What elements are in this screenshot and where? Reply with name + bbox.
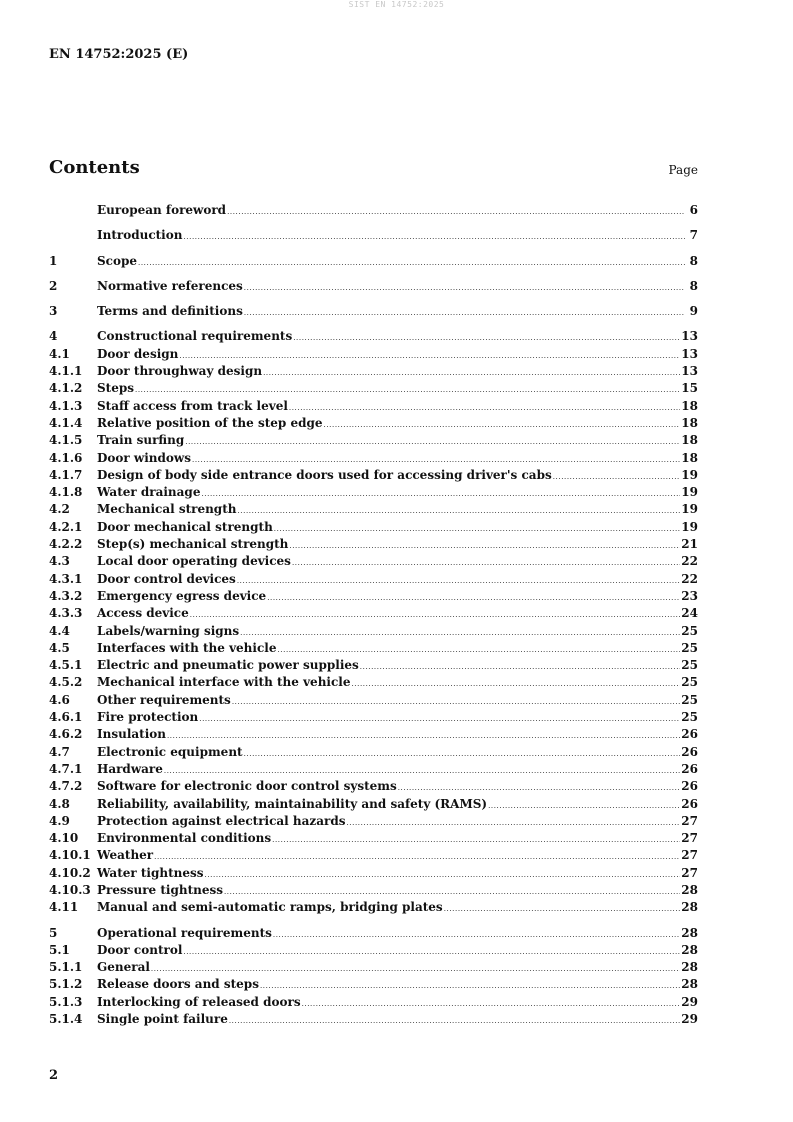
toc-entry-page: 8 [689, 278, 698, 293]
toc-entry-title: Step(s) mechanical strength [97, 537, 289, 552]
toc-entry-title: Staff access from track level [97, 398, 288, 413]
dot-leader [190, 607, 681, 624]
toc-entry-page: 13 [681, 364, 698, 379]
toc-entry[interactable] [49, 813, 698, 830]
toc-entry-title: Mechanical interface with the vehicle [97, 675, 351, 690]
toc-entry-page: 27 [681, 831, 698, 846]
toc-entry-page: 29 [681, 1012, 698, 1027]
dot-leader [293, 330, 680, 347]
toc-entry-page: 13 [681, 329, 698, 344]
toc-entry[interactable] [49, 925, 698, 942]
toc-entry[interactable] [49, 778, 698, 795]
toc-entry-title: Door control [97, 942, 183, 957]
toc-entry-page: 24 [681, 606, 698, 621]
toc-entry-title: Interfaces with the vehicle [97, 640, 277, 655]
dot-leader [351, 676, 680, 693]
toc-entry-page: 28 [681, 900, 698, 915]
toc-entry-page: 6 [689, 203, 698, 217]
toc-entry-page: 27 [681, 865, 698, 880]
toc-entry[interactable] [49, 830, 698, 847]
toc-entry-number: 2 [49, 278, 58, 293]
dot-leader [232, 694, 680, 711]
dot-leader [273, 927, 680, 944]
toc-entry[interactable] [49, 450, 698, 467]
toc-entry[interactable] [49, 744, 698, 761]
toc-entry-page: 22 [681, 554, 698, 569]
toc-entry-page: 25 [681, 675, 698, 690]
toc-entry-title: Other requirements [97, 692, 231, 707]
toc-entry-title: Emergency egress device [97, 588, 267, 603]
toc-entry-title: Reliability, availability, maintainability and safety (RAMS) [97, 796, 488, 811]
toc-entry-page: 26 [681, 727, 698, 742]
toc-entry-number: 3 [49, 304, 58, 319]
dot-leader [205, 867, 681, 884]
toc-entry-number: 4.10.1 [49, 848, 91, 863]
toc-entry-title: Train surfing [97, 433, 185, 448]
dot-leader [553, 469, 681, 486]
toc-entry-title: Interlocking of released doors [97, 994, 301, 1009]
toc-entry-page: 26 [681, 744, 698, 759]
toc-entry-number: 1 [49, 253, 58, 268]
toc-entry-title: Normative references [97, 278, 243, 293]
toc-entry-page: 26 [681, 779, 698, 794]
toc-entry-number: 4.2.1 [49, 519, 83, 534]
toc-entry-number: 4.10.2 [49, 865, 91, 880]
toc-entry-page: 18 [681, 415, 698, 430]
toc-entry-title: Local door operating devices [97, 554, 291, 569]
toc-entry[interactable] [49, 346, 698, 363]
toc-entry-number: 5.1.3 [49, 994, 83, 1009]
toc-entry[interactable] [49, 227, 698, 244]
toc-entry[interactable] [49, 882, 698, 899]
toc-entry-title: Steps [97, 381, 134, 396]
toc-entry-page: 27 [681, 848, 698, 863]
toc-entry-title: Mechanical strength [97, 502, 237, 517]
toc-entry-page: 25 [681, 692, 698, 707]
toc-entry[interactable] [49, 398, 698, 415]
dot-leader [263, 365, 680, 382]
toc-entry[interactable] [49, 1011, 698, 1028]
toc-entry[interactable] [49, 588, 698, 605]
toc-entry-page: 18 [681, 398, 698, 413]
toc-entry-title: Door design [97, 346, 179, 361]
toc-entry-number: 4.6.1 [49, 710, 83, 725]
toc-entry-title: Pressure tightness [97, 882, 223, 897]
toc-entry-page: 28 [681, 942, 698, 957]
dot-leader [244, 746, 681, 763]
toc-entry-number: 4.5.1 [49, 658, 83, 673]
toc-entry-title: Environmental conditions [97, 831, 272, 846]
dot-leader [183, 229, 685, 246]
toc-entry-page: 26 [681, 761, 698, 776]
toc-entry-title: Water drainage [97, 485, 201, 500]
toc-entry[interactable] [49, 976, 698, 993]
toc-entry-page: 28 [681, 925, 698, 940]
dot-leader [154, 849, 680, 866]
dot-leader [289, 538, 680, 555]
toc-entry-number: 4.10 [49, 831, 79, 846]
toc-entry[interactable] [49, 942, 698, 959]
toc-entry-number: 4.1.8 [49, 485, 83, 500]
toc-entry[interactable] [49, 278, 698, 295]
toc-entry-number: 5.1.2 [49, 977, 83, 992]
toc-entry-title: Design of body side entrance doors used for accessing driver's cabs [97, 467, 552, 482]
dot-leader [167, 728, 680, 745]
toc-entry-number: 4.4 [49, 623, 70, 638]
toc-entry-title: General [97, 960, 150, 975]
toc-entry-number: 4.2.2 [49, 537, 83, 552]
toc-entry-page: 25 [681, 640, 698, 655]
watermark-text: SIST EN 14752:2025 [348, 0, 445, 9]
toc-entry-title: Operational requirements [97, 925, 272, 940]
dot-leader [302, 996, 681, 1013]
toc-entry-number: 4.5 [49, 640, 70, 655]
toc-entry-number: 4.1.7 [49, 467, 83, 482]
toc-entry-title: Door control devices [97, 571, 236, 586]
dot-leader [292, 555, 680, 572]
toc-entry-page: 18 [681, 450, 698, 465]
dot-leader [289, 400, 680, 417]
toc-entry-page: 27 [681, 813, 698, 828]
toc-entry-number: 4.3.2 [49, 588, 83, 603]
dot-leader [267, 590, 680, 607]
toc-entry[interactable] [49, 994, 698, 1011]
toc-entry-page: 19 [681, 519, 698, 534]
toc-entry-number: 4.1.3 [49, 398, 83, 413]
toc-entry-page: 13 [681, 346, 698, 361]
document-id: EN 14752:2025 (E) [49, 47, 189, 62]
toc-entry-number: 4.1.6 [49, 450, 83, 465]
toc-entry[interactable] [49, 519, 698, 536]
toc-entry-page: 19 [681, 502, 698, 517]
toc-entry-number: 4.3 [49, 554, 70, 569]
toc-entry-title: Fire protection [97, 710, 199, 725]
toc-entry[interactable] [49, 202, 698, 219]
toc-entry-title: Electronic equipment [97, 744, 243, 759]
toc-entry-page: 28 [681, 882, 698, 897]
toc-entry-title: Insulation [97, 727, 166, 742]
toc-entry-number: 4.8 [49, 796, 70, 811]
toc-entry-page: 15 [681, 381, 698, 396]
toc-entry-title: Hardware [97, 761, 163, 776]
toc-entry[interactable] [49, 899, 698, 916]
toc-entry-number: 5.1 [49, 942, 70, 957]
dot-leader [240, 625, 680, 642]
toc-entry-title: Single point failure [97, 1012, 228, 1027]
dot-leader [237, 573, 680, 590]
toc-entry[interactable] [49, 726, 698, 743]
toc-entry-title: Water tightness [97, 865, 204, 880]
dot-leader [183, 944, 680, 961]
toc-entry-title: Constructional requirements [97, 329, 293, 344]
toc-entry[interactable] [49, 253, 698, 270]
toc-entry[interactable] [49, 865, 698, 882]
toc-entry-number: 5.1.4 [49, 1012, 83, 1027]
toc-entry-number: 4.10.3 [49, 882, 91, 897]
toc-entry-number: 5.1.1 [49, 960, 83, 975]
toc-entry-title: Software for electronic door control systems [97, 779, 397, 794]
toc-entry-page: 9 [689, 304, 698, 319]
toc-entry-page: 18 [681, 433, 698, 448]
toc-entry[interactable] [49, 640, 698, 657]
toc-entry-number: 4.5.2 [49, 675, 83, 690]
dot-leader [227, 204, 685, 221]
toc-entry[interactable] [49, 380, 698, 397]
toc-entry[interactable] [49, 484, 698, 501]
dot-leader [199, 711, 680, 728]
dot-leader [360, 659, 681, 676]
toc-entry-title: Door mechanical strength [97, 519, 273, 534]
dot-leader [346, 815, 680, 832]
dot-leader [324, 417, 681, 434]
toc-entry[interactable] [49, 328, 698, 345]
toc-entry-title: Manual and semi-automatic ramps, bridging plates [97, 900, 443, 915]
toc-entry-page: 23 [681, 588, 698, 603]
dot-leader [444, 901, 681, 918]
toc-entry-number: 4.11 [49, 900, 79, 915]
toc-entry-title: Door windows [97, 450, 192, 465]
toc-entry-title: Access device [97, 606, 189, 621]
toc-entry-page: 28 [681, 977, 698, 992]
toc-entry[interactable] [49, 536, 698, 553]
toc-entry-number: 4.1 [49, 346, 70, 361]
toc-entry-title: Terms and definitions [97, 304, 243, 319]
toc-entry-number: 4.9 [49, 813, 70, 828]
toc-entry-page: 28 [681, 960, 698, 975]
toc-entry[interactable] [49, 553, 698, 570]
toc-entry[interactable] [49, 623, 698, 640]
dot-leader [244, 305, 685, 322]
toc-entry-number: 4.1.1 [49, 364, 83, 379]
page-column-label: Page [668, 163, 698, 177]
toc-entry-title: Door throughway design [97, 364, 263, 379]
dot-leader [274, 521, 681, 538]
toc-entry-title: European foreword [97, 203, 227, 217]
toc-entry[interactable] [49, 501, 698, 518]
toc-entry-title: Introduction [97, 228, 183, 243]
dot-leader [201, 486, 680, 503]
toc-entry[interactable] [49, 761, 698, 778]
dot-leader [138, 255, 685, 272]
toc-entry-page: 21 [681, 537, 698, 552]
toc-entry-number: 4.1.4 [49, 415, 83, 430]
toc-entry-page: 8 [689, 253, 698, 268]
toc-entry-page: 22 [681, 571, 698, 586]
dot-leader [260, 978, 680, 995]
toc-entry-page: 25 [681, 623, 698, 638]
toc-entry[interactable] [49, 363, 698, 380]
toc-entry-number: 4.1.5 [49, 433, 83, 448]
toc-entry[interactable] [49, 959, 698, 976]
toc-entry-number: 4.6.2 [49, 727, 83, 742]
page-title: Contents [49, 157, 140, 178]
toc-entry[interactable] [49, 415, 698, 432]
dot-leader [244, 280, 685, 297]
toc-entry-number: 5 [49, 925, 58, 940]
toc-entry-title: Labels/warning signs [97, 623, 240, 638]
toc-entry[interactable] [49, 796, 698, 813]
toc-entry[interactable] [49, 709, 698, 726]
toc-entry-title: Scope [97, 253, 138, 268]
toc-entry-number: 4 [49, 329, 58, 344]
toc-entry-title: Weather [97, 848, 154, 863]
toc-entry[interactable] [49, 432, 698, 449]
toc-entry[interactable] [49, 657, 698, 674]
toc-entry-title: Release doors and steps [97, 977, 259, 992]
toc-entry-page: 19 [681, 467, 698, 482]
toc-entry-number: 4.1.2 [49, 381, 83, 396]
toc-entry-page: 29 [681, 994, 698, 1009]
toc-entry-page: 26 [681, 796, 698, 811]
toc-entry-number: 4.7.2 [49, 779, 83, 794]
toc-entry-number: 4.7 [49, 744, 70, 759]
toc-entry[interactable] [49, 467, 698, 484]
toc-entry-page: 19 [681, 485, 698, 500]
dot-leader [488, 798, 680, 815]
toc-entry-number: 4.2 [49, 502, 70, 517]
toc-entry-page: 25 [681, 710, 698, 725]
toc-entry-number: 4.6 [49, 692, 70, 707]
toc-entry-page: 25 [681, 658, 698, 673]
dot-leader [229, 1013, 680, 1030]
dot-leader [237, 503, 680, 520]
dot-leader [272, 832, 680, 849]
toc-entry-page: 7 [689, 228, 698, 243]
toc-entry-number: 4.7.1 [49, 761, 83, 776]
toc-entry-number: 4.3.3 [49, 606, 83, 621]
toc-entry[interactable] [49, 571, 698, 588]
toc-entry[interactable] [49, 847, 698, 864]
toc-entry[interactable] [49, 674, 698, 691]
toc-entry-title: Protection against electrical hazards [97, 813, 346, 828]
toc-entry-title: Relative position of the step edge [97, 415, 323, 430]
footer-page-number: 2 [49, 1068, 59, 1083]
toc-entry[interactable] [49, 303, 698, 320]
toc-entry-number: 4.3.1 [49, 571, 83, 586]
table-of-contents [49, 202, 698, 1028]
toc-entry-title: Electric and pneumatic power supplies [97, 658, 359, 673]
toc-entry[interactable] [49, 605, 698, 622]
dot-leader [185, 434, 680, 451]
toc-entry[interactable] [49, 692, 698, 709]
